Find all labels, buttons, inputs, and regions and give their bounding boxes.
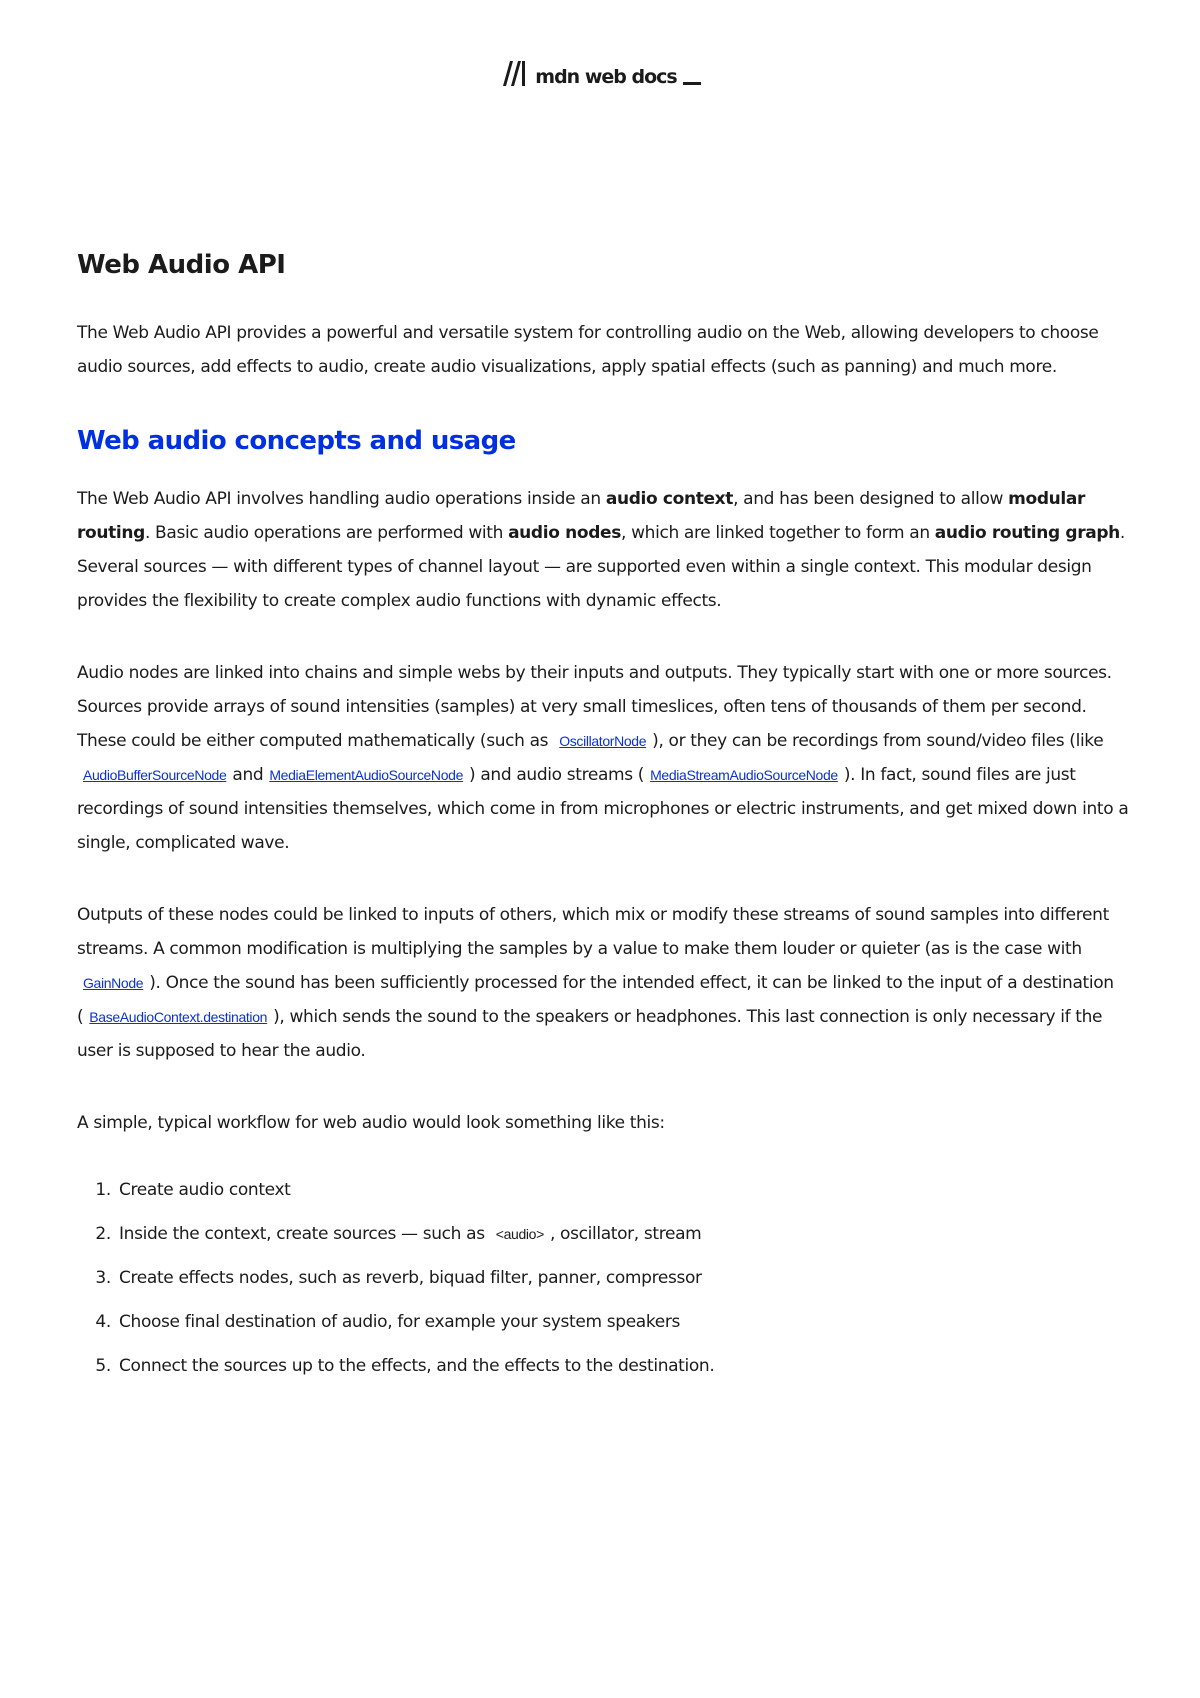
article-content (77, 248, 1137, 1398)
link-audiobuffersourcenode[interactable]: AudioBufferSourceNode (83, 767, 227, 783)
list-item: 4. Choose final destination of audio, for example your system speakers (116, 1310, 1137, 1334)
link-baseaudiocontext-destination[interactable]: BaseAudioContext.destination (89, 1009, 268, 1025)
term-audio-nodes: audio nodes (508, 523, 621, 543)
list-item: 2. Inside the context, create sources — such as <audio> , oscillator, stream (116, 1222, 1137, 1246)
audio-element-code: <audio> (495, 1226, 544, 1242)
section-heading: Web audio concepts and usage (77, 426, 516, 456)
list-item: 5. Connect the sources up to the effects, and the effects to the destination. (116, 1354, 1137, 1378)
workflow-steps (77, 1178, 1137, 1378)
link-oscillatornode[interactable]: OscillatorNode (559, 733, 647, 749)
link-mediaelementaudiosourcenode[interactable]: MediaElementAudioSourceNode (269, 767, 464, 783)
logo-cursor (683, 82, 701, 85)
logo-text: mdn web docs (535, 66, 677, 88)
mdn-logo-icon (499, 58, 529, 88)
term-modular-routing: modular routing (77, 489, 1086, 543)
page-title: Web Audio API (77, 250, 286, 280)
term-audio-context: audio context (605, 489, 734, 509)
term-audio-routing-graph: audio routing graph (934, 523, 1120, 543)
link-mediastreamaudiosourcenode[interactable]: MediaStreamAudioSourceNode (650, 767, 838, 783)
list-item: 1. Create audio context (116, 1178, 1137, 1202)
site-logo[interactable] (0, 58, 1200, 88)
concepts-paragraph: The Web Audio API involves handling audio operations inside an audio context, and has been designed to allow modular routing. Basic audio operations are performed with audio nodes, which are linked together to form an audio routing graph. Several sources — with different types of channel layout — are supported even within a single context. This modular design provides the flexibility to create complex audio functions with dynamic effects. (77, 489, 1125, 611)
link-gainnode[interactable]: GainNode (83, 975, 144, 991)
intro-paragraph: The Web Audio API provides a powerful and versatile system for controlling audio on the Web, allowing developers to choose audio sources, add effects to audio, create audio visualizations, apply spatial effects (such as panning) and much more. (77, 323, 1099, 377)
outputs-paragraph: Outputs of these nodes could be linked to inputs of others, which mix or modify these streams of sound samples into different streams. A common modification is multiplying the samples by a value to make them louder or quieter (as is the case with GainNode ). Once the sound has been sufficiently processed for the intended effect, it can be linked to the input of a destination ( BaseAudioContext.destination ), which sends the sound to the speakers or headphones. This last connection is only necessary if the user is supposed to hear the audio. (77, 905, 1114, 1061)
list-item: 3. Create effects nodes, such as reverb, biquad filter, panner, compressor (116, 1266, 1137, 1290)
nodes-paragraph: Audio nodes are linked into chains and simple webs by their inputs and outputs. They typically start with one or more sources. Sources provide arrays of sound intensities (samples) at very small timeslices, often tens of thousands of them per second. These could be either computed mathematically (such as OscillatorNode ), or they can be recordings from sound/video files (like AudioBufferSourceNode and MediaElementAudioSourceNode ) and audio streams ( MediaStreamAudioSourceNode ). In fact, sound files are just recordings of sound intensities themselves, which come in from microphones or electric instruments, and get mixed down into a single, complicated wave. (77, 663, 1129, 853)
workflow-intro: A simple, typical workflow for web audio would look something like this: (77, 1113, 665, 1133)
